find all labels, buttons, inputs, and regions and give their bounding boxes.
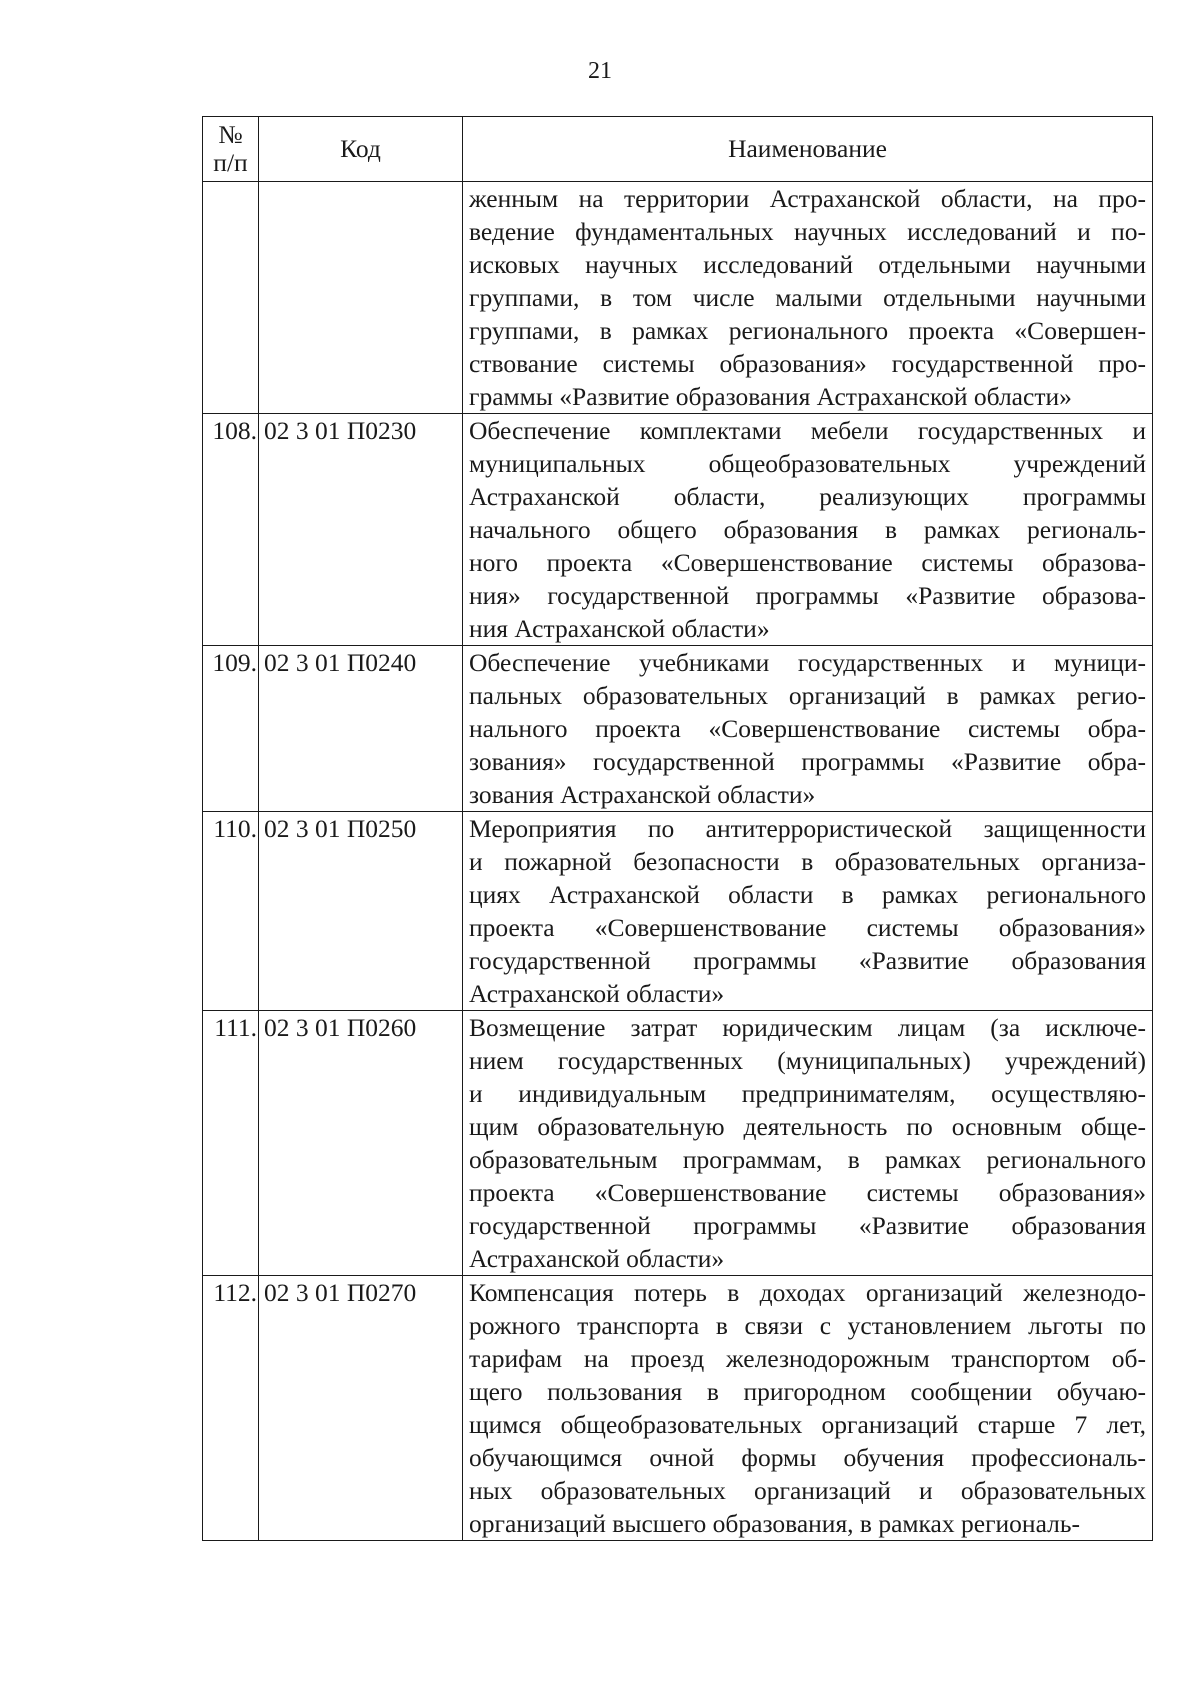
row-code: 02 3 01 П0230 bbox=[259, 414, 463, 646]
name-text-line: организаций высшего образования, в рамках региональ- bbox=[469, 1509, 1080, 1538]
name-text-line: тарифам на проезд железнодорожным транспортом об- bbox=[469, 1344, 1146, 1373]
name-text-line: исковых научных исследований отдельными научными bbox=[469, 250, 1146, 279]
name-text-line: ведение фундаментальных научных исследований и по- bbox=[469, 217, 1146, 246]
budget-codes-table bbox=[202, 116, 1153, 1541]
name-text-line: Компенсация потерь в доходах организаций железнодо- bbox=[469, 1278, 1146, 1307]
name-text-line: рожного транспорта в связи с установлением льготы по bbox=[469, 1311, 1146, 1340]
name-text-line: пальных образовательных организаций в рамках регио- bbox=[469, 681, 1146, 710]
name-text-line: ного проекта «Совершенствование системы образова- bbox=[469, 548, 1146, 577]
name-text-line: государственной программы «Развитие образования bbox=[469, 946, 1146, 975]
row-number: 112. bbox=[203, 1276, 259, 1541]
name-text-line: и пожарной безопасности в образовательных организа- bbox=[469, 847, 1146, 876]
name-text-line: начального общего образования в рамках региональ- bbox=[469, 515, 1146, 544]
header-num-label: № п/п bbox=[213, 120, 248, 177]
page-number: 21 bbox=[588, 58, 612, 84]
name-text-line: ствование системы образования» государственной про- bbox=[469, 349, 1146, 378]
row-name bbox=[463, 182, 1153, 414]
name-text-line: Обеспечение комплектами мебели государственных и bbox=[469, 416, 1146, 445]
name-text-line: щего пользования в пригородном сообщении обучаю- bbox=[469, 1377, 1146, 1406]
name-text-line: образовательным программам, в рамках регионального bbox=[469, 1145, 1146, 1174]
table-body bbox=[203, 182, 1153, 1541]
name-text-line: зования» государственной программы «Развитие обра- bbox=[469, 747, 1146, 776]
row-code: 02 3 01 П0240 bbox=[259, 646, 463, 812]
row-number bbox=[203, 182, 259, 414]
row-name bbox=[463, 812, 1153, 1011]
name-text-line: и индивидуальным предпринимателям, осуществляю- bbox=[469, 1079, 1146, 1108]
name-text-line: ния Астраханской области» bbox=[469, 614, 770, 643]
name-text-line: Возмещение затрат юридическим лицам (за исключе- bbox=[469, 1013, 1146, 1042]
name-text-line: зования Астраханской области» bbox=[469, 780, 816, 809]
name-text-line: муниципальных общеобразовательных учреждений bbox=[469, 449, 1146, 478]
table-header-row bbox=[203, 117, 1153, 182]
name-text-line: государственной программы «Развитие образования bbox=[469, 1211, 1146, 1240]
row-code: 02 3 01 П0250 bbox=[259, 812, 463, 1011]
row-code: 02 3 01 П0260 bbox=[259, 1011, 463, 1276]
name-text-line: женным на территории Астраханской области, на про- bbox=[469, 184, 1146, 213]
row-number: 109. bbox=[203, 646, 259, 812]
name-text-line: нального проекта «Совершенствование системы обра- bbox=[469, 714, 1146, 743]
header-code: Код bbox=[259, 117, 463, 182]
name-text-line: обучающимся очной формы обучения профессиональ- bbox=[469, 1443, 1146, 1472]
row-code bbox=[259, 182, 463, 414]
table-row bbox=[203, 414, 1153, 646]
table-row bbox=[203, 1276, 1153, 1541]
name-text-line: проекта «Совершенствование системы образования» bbox=[469, 913, 1146, 942]
header-num bbox=[203, 117, 259, 182]
table-row bbox=[203, 812, 1153, 1011]
header-name: Наименование bbox=[463, 117, 1153, 182]
name-text-line: Мероприятия по антитеррористической защищенности bbox=[469, 814, 1146, 843]
name-text-line: граммы «Развитие образования Астраханской области» bbox=[469, 382, 1072, 411]
row-number: 111. bbox=[203, 1011, 259, 1276]
table-row bbox=[203, 182, 1153, 414]
name-text-line: Астраханской области» bbox=[469, 1244, 725, 1273]
name-text-line: проекта «Совершенствование системы образования» bbox=[469, 1178, 1146, 1207]
name-text-line: щим образовательную деятельность по основным обще- bbox=[469, 1112, 1146, 1141]
name-text-line: Астраханской области, реализующих программы bbox=[469, 482, 1146, 511]
name-text-line: группами, в рамках регионального проекта «Совершен- bbox=[469, 316, 1146, 345]
table-row bbox=[203, 1011, 1153, 1276]
name-text-line: Астраханской области» bbox=[469, 979, 725, 1008]
name-text-line: нием государственных (муниципальных) учреждений) bbox=[469, 1046, 1146, 1075]
table-row bbox=[203, 646, 1153, 812]
name-text-line: группами, в том числе малыми отдельными научными bbox=[469, 283, 1146, 312]
row-number: 108. bbox=[203, 414, 259, 646]
row-code: 02 3 01 П0270 bbox=[259, 1276, 463, 1541]
row-name bbox=[463, 646, 1153, 812]
name-text-line: циях Астраханской области в рамках регионального bbox=[469, 880, 1146, 909]
row-number: 110. bbox=[203, 812, 259, 1011]
name-text-line: щимся общеобразовательных организаций старше 7 лет, bbox=[469, 1410, 1146, 1439]
row-name bbox=[463, 1011, 1153, 1276]
name-text-line: Обеспечение учебниками государственных и муници- bbox=[469, 648, 1146, 677]
row-name bbox=[463, 414, 1153, 646]
row-name bbox=[463, 1276, 1153, 1541]
name-text-line: ния» государственной программы «Развитие образова- bbox=[469, 581, 1146, 610]
name-text-line: ных образовательных организаций и образовательных bbox=[469, 1476, 1146, 1505]
